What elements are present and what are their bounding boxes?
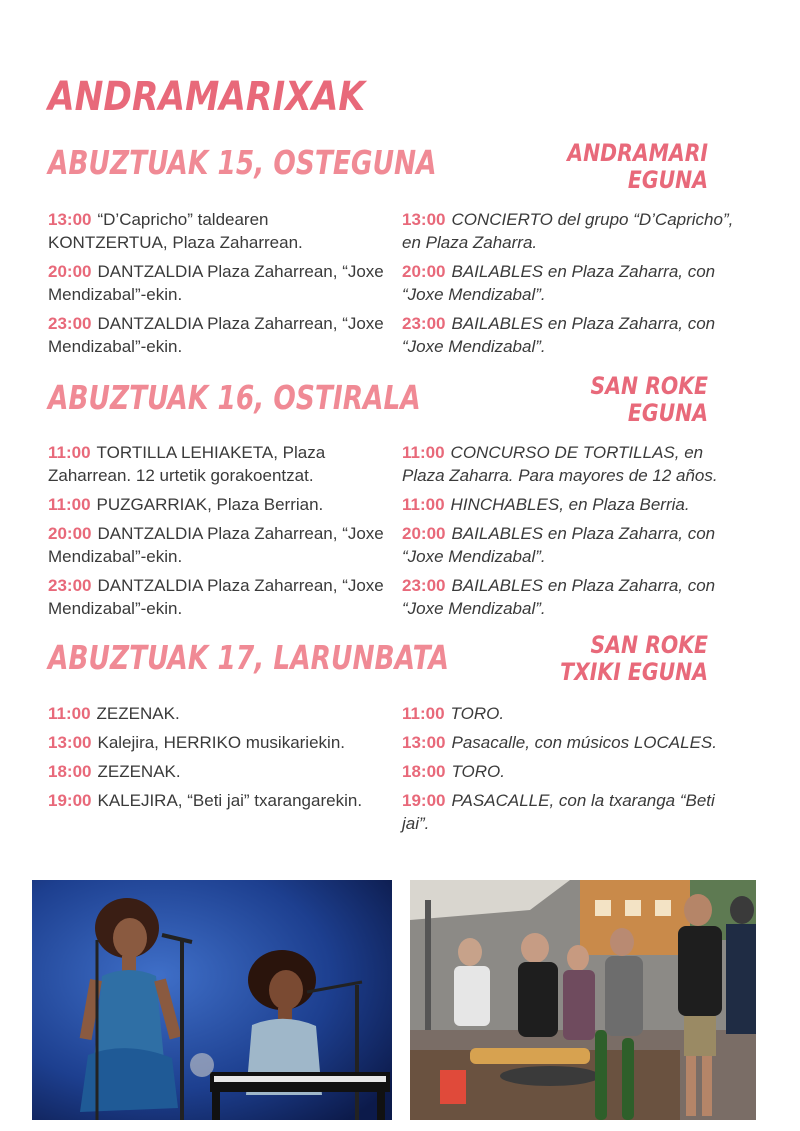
schedule-item bbox=[48, 760, 388, 783]
event-time: 11:00 bbox=[402, 704, 445, 723]
event-text: HINCHABLES, en Plaza Berria. bbox=[450, 495, 690, 514]
event-time: 11:00 bbox=[48, 443, 91, 462]
day-1-label-line2: EGUNA bbox=[627, 166, 708, 194]
event-text: ZEZENAK. bbox=[96, 704, 180, 723]
event-time: 20:00 bbox=[48, 262, 92, 281]
event-time: 11:00 bbox=[48, 704, 91, 723]
event-text: TORTILLA LEHIAKETA, Plaza Zaharrean. 12 urtetik gorakoentzat. bbox=[48, 443, 326, 485]
day-2-label-line1: SAN ROKE bbox=[590, 372, 708, 400]
schedule-item bbox=[402, 208, 742, 254]
schedule-item bbox=[48, 260, 388, 306]
event-text: BAILABLES en Plaza Zaharra, con “Joxe Mendizabal”. bbox=[402, 314, 716, 356]
event-time: 23:00 bbox=[402, 314, 446, 333]
day-3-basque-schedule bbox=[48, 702, 388, 818]
event-time: 23:00 bbox=[48, 576, 92, 595]
schedule-item bbox=[48, 574, 388, 620]
event-text: “D’Capricho” taldearen KONTZERTUA, Plaza Zaharrean. bbox=[48, 210, 303, 252]
event-text: KALEJIRA, “Beti jai” txarangarekin. bbox=[97, 791, 363, 810]
day-2-basque-schedule bbox=[48, 441, 388, 626]
day-1-spanish-schedule bbox=[402, 208, 742, 364]
event-time: 13:00 bbox=[48, 210, 92, 229]
concert-photo bbox=[32, 880, 392, 1120]
event-time: 18:00 bbox=[48, 762, 92, 781]
event-text: DANTZALDIA Plaza Zaharrean, “Joxe Mendizabal”-ekin. bbox=[48, 314, 384, 356]
event-text: DANTZALDIA Plaza Zaharrean, “Joxe Mendizabal”-ekin. bbox=[48, 524, 384, 566]
day-3-title: ABUZTUAK 17, LARUNBATA bbox=[48, 638, 449, 677]
schedule-item bbox=[402, 760, 742, 783]
day-1-label-line1: ANDRAMARI bbox=[567, 139, 708, 167]
event-text: TORO. bbox=[451, 762, 506, 781]
schedule-item bbox=[48, 702, 388, 725]
schedule-item bbox=[48, 441, 388, 487]
day-1-basque-schedule bbox=[48, 208, 388, 364]
event-text: BAILABLES en Plaza Zaharra, con “Joxe Mendizabal”. bbox=[402, 262, 716, 304]
day-3-label-line1: SAN ROKE bbox=[590, 631, 708, 659]
schedule-item bbox=[402, 789, 742, 835]
schedule-item bbox=[402, 493, 742, 516]
event-time: 11:00 bbox=[402, 443, 445, 462]
event-time: 13:00 bbox=[48, 733, 92, 752]
day-2-spanish-schedule bbox=[402, 441, 742, 626]
schedule-item bbox=[48, 493, 388, 516]
market-photo bbox=[410, 880, 756, 1120]
event-text: DANTZALDIA Plaza Zaharrean, “Joxe Mendizabal”-ekin. bbox=[48, 576, 384, 618]
schedule-item bbox=[402, 312, 742, 358]
event-time: 18:00 bbox=[402, 762, 446, 781]
event-time: 20:00 bbox=[402, 524, 446, 543]
event-text: DANTZALDIA Plaza Zaharrean, “Joxe Mendizabal”-ekin. bbox=[48, 262, 384, 304]
event-time: 19:00 bbox=[402, 791, 446, 810]
event-time: 11:00 bbox=[48, 495, 91, 514]
event-text: Pasacalle, con músicos LOCALES. bbox=[451, 733, 717, 752]
schedule-item bbox=[402, 574, 742, 620]
event-time: 23:00 bbox=[402, 576, 446, 595]
event-text: ZEZENAK. bbox=[97, 762, 181, 781]
event-time: 19:00 bbox=[48, 791, 92, 810]
event-text: Kalejira, HERRIKO musikariekin. bbox=[97, 733, 345, 752]
schedule-item bbox=[48, 522, 388, 568]
schedule-item bbox=[48, 789, 388, 812]
day-2-label-line2: EGUNA bbox=[627, 399, 708, 427]
day-3-label-line2: TXIKI EGUNA bbox=[560, 658, 708, 686]
schedule-item bbox=[402, 441, 742, 487]
event-time: 11:00 bbox=[402, 495, 445, 514]
schedule-item bbox=[48, 312, 388, 358]
event-time: 13:00 bbox=[402, 733, 446, 752]
event-text: TORO. bbox=[450, 704, 505, 723]
day-2-label bbox=[538, 373, 708, 427]
page-title: ANDRAMARIXAK bbox=[48, 74, 366, 120]
schedule-item bbox=[402, 260, 742, 306]
day-3-spanish-schedule bbox=[402, 702, 742, 841]
schedule-item bbox=[402, 702, 742, 725]
day-3-label bbox=[538, 632, 708, 686]
day-2-title: ABUZTUAK 16, OSTIRALA bbox=[48, 378, 421, 417]
event-time: 23:00 bbox=[48, 314, 92, 333]
schedule-item bbox=[48, 731, 388, 754]
schedule-item bbox=[402, 522, 742, 568]
event-text: CONCURSO DE TORTILLAS, en Plaza Zaharra. Para mayores de 12 años. bbox=[402, 443, 718, 485]
schedule-item bbox=[48, 208, 388, 254]
event-time: 20:00 bbox=[48, 524, 92, 543]
event-text: PUZGARRIAK, Plaza Berrian. bbox=[96, 495, 324, 514]
event-text: BAILABLES en Plaza Zaharra, con “Joxe Mendizabal”. bbox=[402, 524, 716, 566]
event-time: 13:00 bbox=[402, 210, 446, 229]
event-text: CONCIERTO del grupo “D’Capricho”, en Plaza Zaharra. bbox=[402, 210, 734, 252]
event-text: PASACALLE, con la txaranga “Beti jai”. bbox=[402, 791, 715, 833]
day-1-title: ABUZTUAK 15, OSTEGUNA bbox=[48, 143, 437, 182]
event-text: BAILABLES en Plaza Zaharra, con “Joxe Mendizabal”. bbox=[402, 576, 716, 618]
day-1-label bbox=[538, 140, 708, 194]
schedule-item bbox=[402, 731, 742, 754]
event-time: 20:00 bbox=[402, 262, 446, 281]
